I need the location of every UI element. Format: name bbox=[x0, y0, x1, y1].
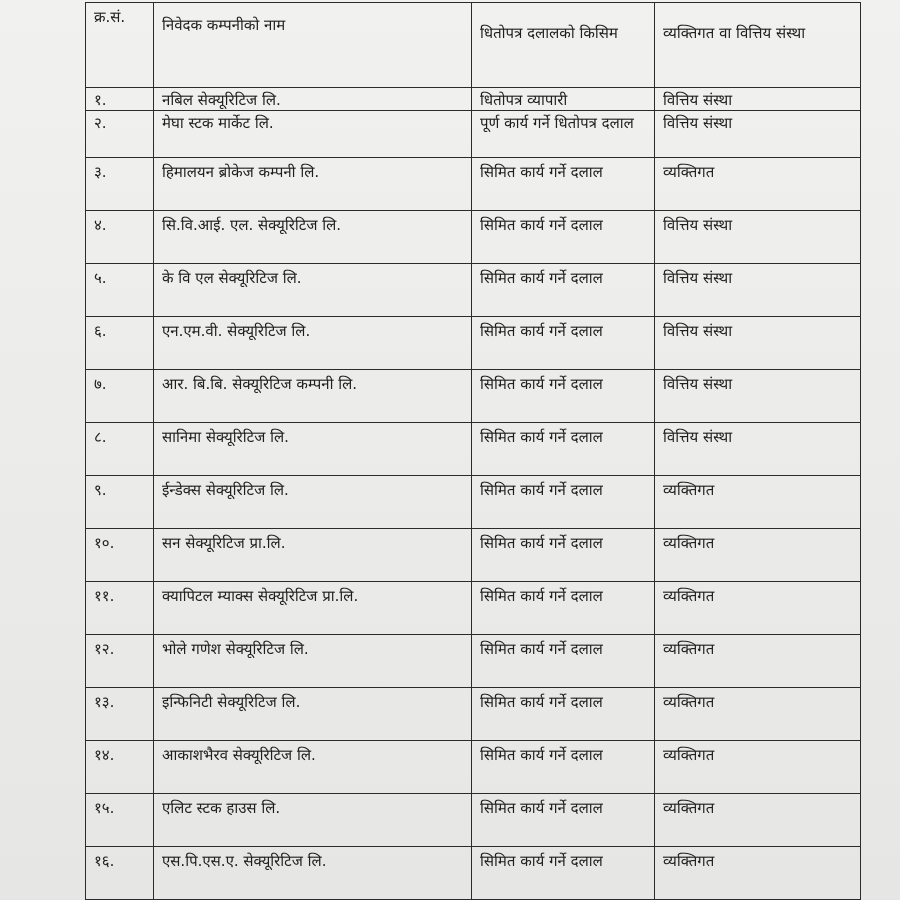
cell-category: व्यक्तिगत bbox=[655, 582, 861, 635]
cell-serial-number: ३. bbox=[86, 158, 154, 211]
cell-category: वित्तिय संस्था bbox=[655, 423, 861, 476]
cell-category: व्यक्तिगत bbox=[655, 529, 861, 582]
cell-serial-number: २. bbox=[86, 111, 154, 158]
cell-company-name: मेघा स्टक मार्केट लि. bbox=[154, 111, 472, 158]
table-row bbox=[86, 847, 861, 900]
cell-company-name: ईन्डेक्स सेक्यूरिटिज लि. bbox=[154, 476, 472, 529]
cell-company-name: इन्फिनिटी सेक्यूरिटिज लि. bbox=[154, 688, 472, 741]
cell-company-name: क्यापिटल म्याक्स सेक्यूरिटिज प्रा.लि. bbox=[154, 582, 472, 635]
table-row bbox=[86, 264, 861, 317]
cell-broker-type: धितोपत्र व्यापारी bbox=[472, 88, 655, 111]
cell-broker-type: सिमित कार्य गर्ने दलाल bbox=[472, 476, 655, 529]
cell-company-name: भोले गणेश सेक्यूरिटिज लि. bbox=[154, 635, 472, 688]
cell-company-name: एलिट स्टक हाउस लि. bbox=[154, 794, 472, 847]
table-row bbox=[86, 370, 861, 423]
applicant-broker-table bbox=[85, 2, 861, 900]
cell-serial-number: १६. bbox=[86, 847, 154, 900]
cell-broker-type: सिमित कार्य गर्ने दलाल bbox=[472, 529, 655, 582]
cell-serial-number: १. bbox=[86, 88, 154, 111]
cell-broker-type: सिमित कार्य गर्ने दलाल bbox=[472, 582, 655, 635]
cell-category: व्यक्तिगत bbox=[655, 688, 861, 741]
cell-company-name: आकाशभैरव सेक्यूरिटिज लि. bbox=[154, 741, 472, 794]
cell-category: व्यक्तिगत bbox=[655, 741, 861, 794]
cell-serial-number: १४. bbox=[86, 741, 154, 794]
header-serial-number: क्र.सं. bbox=[86, 3, 154, 88]
table-row bbox=[86, 688, 861, 741]
cell-company-name: एन.एम.वी. सेक्यूरिटिज लि. bbox=[154, 317, 472, 370]
cell-company-name: सन सेक्यूरिटिज प्रा.लि. bbox=[154, 529, 472, 582]
cell-serial-number: ११. bbox=[86, 582, 154, 635]
cell-serial-number: ७. bbox=[86, 370, 154, 423]
cell-broker-type: सिमित कार्य गर्ने दलाल bbox=[472, 794, 655, 847]
cell-category: वित्तिय संस्था bbox=[655, 317, 861, 370]
cell-serial-number: १०. bbox=[86, 529, 154, 582]
cell-category: व्यक्तिगत bbox=[655, 847, 861, 900]
table-row bbox=[86, 423, 861, 476]
table-header-row bbox=[86, 3, 861, 88]
table-row bbox=[86, 794, 861, 847]
table-row bbox=[86, 317, 861, 370]
cell-serial-number: १५. bbox=[86, 794, 154, 847]
cell-company-name: के वि एल सेक्यूरिटिज लि. bbox=[154, 264, 472, 317]
table-row bbox=[86, 476, 861, 529]
table-row bbox=[86, 158, 861, 211]
cell-category: वित्तिय संस्था bbox=[655, 88, 861, 111]
cell-category: व्यक्तिगत bbox=[655, 476, 861, 529]
cell-broker-type: सिमित कार्य गर्ने दलाल bbox=[472, 423, 655, 476]
cell-broker-type: सिमित कार्य गर्ने दलाल bbox=[472, 688, 655, 741]
cell-company-name: हिमालयन ब्रोकेज कम्पनी लि. bbox=[154, 158, 472, 211]
table-row bbox=[86, 529, 861, 582]
cell-company-name: सि.वि.आई. एल. सेक्यूरिटिज लि. bbox=[154, 211, 472, 264]
cell-broker-type: सिमित कार्य गर्ने दलाल bbox=[472, 847, 655, 900]
cell-broker-type: सिमित कार्य गर्ने दलाल bbox=[472, 264, 655, 317]
table-row bbox=[86, 88, 861, 111]
cell-broker-type: सिमित कार्य गर्ने दलाल bbox=[472, 741, 655, 794]
table-row bbox=[86, 111, 861, 158]
cell-broker-type: पूर्ण कार्य गर्ने धितोपत्र दलाल bbox=[472, 111, 655, 158]
cell-broker-type: सिमित कार्य गर्ने दलाल bbox=[472, 317, 655, 370]
cell-serial-number: ९. bbox=[86, 476, 154, 529]
cell-category: व्यक्तिगत bbox=[655, 794, 861, 847]
cell-category: वित्तिय संस्था bbox=[655, 264, 861, 317]
header-individual-or-financial: व्यक्तिगत वा वित्तिय संस्था bbox=[655, 3, 861, 88]
cell-broker-type: सिमित कार्य गर्ने दलाल bbox=[472, 211, 655, 264]
table-row bbox=[86, 741, 861, 794]
cell-serial-number: १२. bbox=[86, 635, 154, 688]
table-row bbox=[86, 582, 861, 635]
header-applicant-company-name: निवेदक कम्पनीको नाम bbox=[154, 3, 472, 88]
cell-serial-number: ८. bbox=[86, 423, 154, 476]
cell-broker-type: सिमित कार्य गर्ने दलाल bbox=[472, 158, 655, 211]
cell-company-name: एस.पि.एस.ए. सेक्यूरिटिज लि. bbox=[154, 847, 472, 900]
cell-serial-number: १३. bbox=[86, 688, 154, 741]
cell-serial-number: ५. bbox=[86, 264, 154, 317]
cell-company-name: आर. बि.बि. सेक्यूरिटिज कम्पनी लि. bbox=[154, 370, 472, 423]
cell-company-name: सानिमा सेक्यूरिटिज लि. bbox=[154, 423, 472, 476]
cell-broker-type: सिमित कार्य गर्ने दलाल bbox=[472, 370, 655, 423]
cell-serial-number: ४. bbox=[86, 211, 154, 264]
cell-category: वित्तिय संस्था bbox=[655, 370, 861, 423]
header-broker-type: धितोपत्र दलालको किसिम bbox=[472, 3, 655, 88]
cell-broker-type: सिमित कार्य गर्ने दलाल bbox=[472, 635, 655, 688]
cell-category: वित्तिय संस्था bbox=[655, 211, 861, 264]
cell-category: व्यक्तिगत bbox=[655, 635, 861, 688]
table-row bbox=[86, 635, 861, 688]
cell-company-name: नबिल सेक्यूरिटिज लि. bbox=[154, 88, 472, 111]
cell-category: वित्तिय संस्था bbox=[655, 111, 861, 158]
cell-serial-number: ६. bbox=[86, 317, 154, 370]
table-row bbox=[86, 211, 861, 264]
cell-category: व्यक्तिगत bbox=[655, 158, 861, 211]
